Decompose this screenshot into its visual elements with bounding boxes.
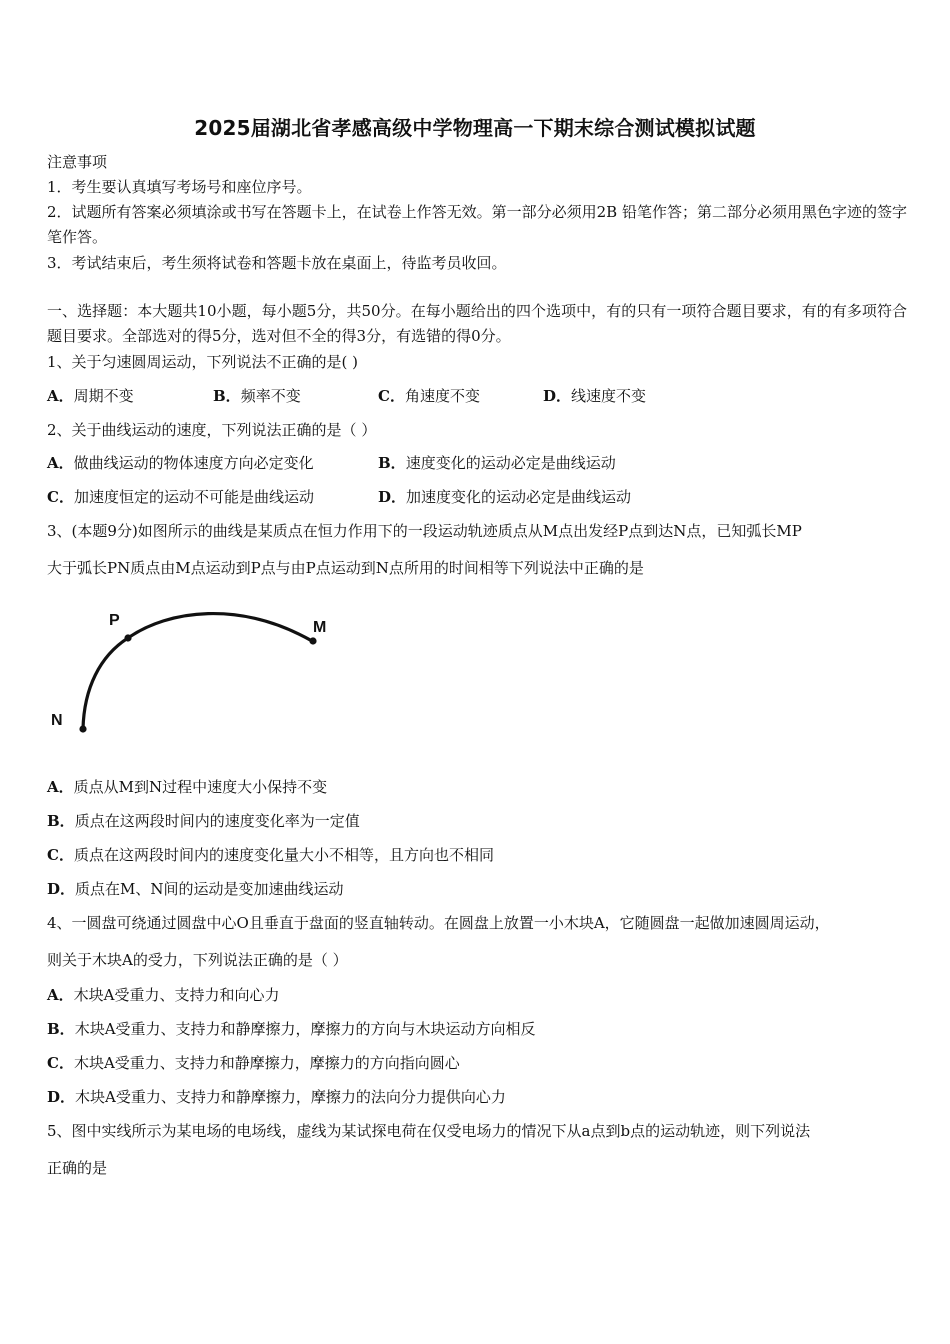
page-title: 2025届湖北省孝感高级中学物理高一下期末综合测试模拟试题 [194,116,756,140]
q2-option-a [47,453,314,473]
option-text: 木块A受重力、支持力和静摩擦力，摩擦力的方向与木块运动方向相反 [74,1020,536,1038]
option-text: 角速度不变 [404,387,480,405]
option-label: D． [47,880,76,898]
note-item-1: 1．考生要认真填写考场号和座位序号。 [47,178,312,196]
option-label: B． [213,387,241,405]
q3-option-d [47,879,344,899]
q1-option-a [47,386,134,406]
option-text: 频率不变 [240,387,301,405]
option-label: C． [47,1054,74,1072]
q4-stem-line2: 则关于木块A的受力，下列说法正确的是（ ） [47,951,348,969]
option-text: 质点在这两段时间内的速度变化率为一定值 [74,812,360,830]
option-label: A． [47,454,74,472]
option-label: C． [378,387,405,405]
q3-stem-line1: 3、(本题9分)如图所示的曲线是某质点在恒力作用下的一段运动轨迹质点从M点出发经P点到达N点，已知弧长MP [47,522,802,540]
option-text: 线速度不变 [571,387,647,405]
q1-option-b [213,386,301,406]
option-text: 木块A受重力、支持力和静摩擦力，摩擦力的法向分力提供向心力 [75,1088,506,1106]
option-text: 木块A受重力、支持力和向心力 [73,986,280,1004]
option-text: 质点在这两段时间内的速度变化量大小不相等，且方向也不相同 [73,846,494,864]
note-item-2: 2．试题所有答案必须填涂或书写在答题卡上，在试卷上作答无效。第一部分必须用2B 铅笔作答；第二部分必须用黑色字迹的签字笔作答。 [47,203,907,246]
q2-option-c [47,487,314,507]
q4-option-a [47,985,279,1005]
option-text: 质点在M、N间的运动是变加速曲线运动 [75,880,344,898]
q5-stem-line1: 5、图中实线所示为某电场的电场线，虚线为某试探电荷在仅受电场力的情况下从a点到b点的运动轨迹，则下列说法 [47,1122,811,1140]
section-intro: 一、选择题：本大题共10小题，每小题5分，共50分。在每小题给出的四个选项中，有的只有一项符合题目要求，有的有多项符合题目要求。全部选对的得5分，选对但不全的得3分，有选错的得0分。 [47,302,907,345]
note-item-3: 3．考试结束后，考生须将试卷和答题卡放在桌面上，待监考员收回。 [47,254,507,272]
option-text: 加速度恒定的运动不可能是曲线运动 [73,488,314,506]
point-m-dot [309,637,316,644]
point-m-label: M [313,619,327,636]
q3-option-a [47,777,327,797]
q3-option-b [47,811,360,831]
q1-option-c [378,386,480,406]
option-label: B． [47,812,75,830]
q4-option-c [47,1053,460,1073]
option-label: B． [47,1020,75,1038]
option-label: A． [47,778,74,796]
q2-stem: 2、关于曲线运动的速度，下列说法正确的是（ ） [47,421,377,439]
option-text: 周期不变 [73,387,134,405]
q3-trajectory-figure [40,588,340,748]
notes-heading: 注意事项 [47,153,108,171]
option-text: 做曲线运动的物体速度方向必定变化 [73,454,314,472]
q4-option-b [47,1019,536,1039]
trajectory-curve [83,614,312,729]
point-p-label: P [109,612,120,629]
option-label: A． [47,986,74,1004]
point-n-dot [79,725,86,732]
option-text: 加速度变化的运动必定是曲线运动 [406,488,632,506]
q5-stem-line2: 正确的是 [47,1159,108,1177]
option-text: 木块A受重力、支持力和静摩擦力，摩擦力的方向指向圆心 [73,1054,460,1072]
option-label: D． [378,488,407,506]
q4-stem-line1: 4、一圆盘可绕通过圆盘中心O且垂直于盘面的竖直轴转动。在圆盘上放置一小木块A，它随圆盘一起做加速圆周运动， [47,914,830,932]
q3-option-c [47,845,494,865]
q1-stem: 1、关于匀速圆周运动，下列说法不正确的是( ) [47,353,359,371]
option-text: 质点从M到N过程中速度大小保持不变 [73,778,328,796]
option-label: D． [543,387,572,405]
option-label: B． [378,454,406,472]
option-label: A． [47,387,74,405]
point-p-dot [124,634,131,641]
q2-option-b [378,453,616,473]
option-label: C． [47,488,74,506]
option-label: C． [47,846,74,864]
option-text: 速度变化的运动必定是曲线运动 [405,454,616,472]
q2-option-d [378,487,631,507]
q3-stem-line2: 大于弧长PN质点由M点运动到P点与由P点运动到N点所用的时间相等下列说法中正确的是 [47,559,644,577]
q4-option-d [47,1087,506,1107]
point-n-label: N [51,712,63,729]
option-label: D． [47,1088,76,1106]
q1-option-d [543,386,646,406]
